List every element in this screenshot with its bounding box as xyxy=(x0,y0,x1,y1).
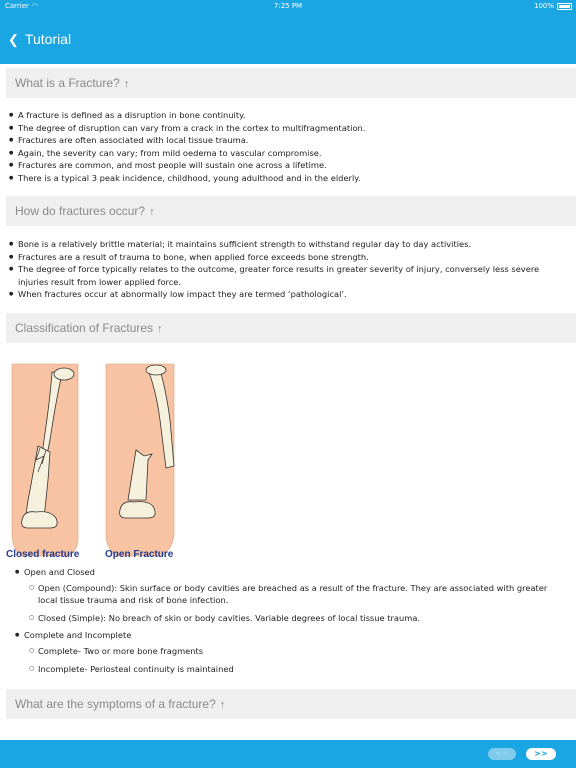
list-item: ● Fractures are common, and most people will sustain one across a lifetime. xyxy=(6,159,566,172)
list-item: ● There is a typical 3 peak incidence, childhood, young adulthood and in the elderly. xyxy=(6,172,566,185)
list-item: ● Again, the severity can vary; from mild oedema to vascular compromise. xyxy=(6,147,566,160)
list-item: ● Bone is a relatively brittle material; it maintains sufficient strength to withstand regular day to day activities. xyxy=(6,238,566,251)
back-label: Tutorial xyxy=(24,31,72,47)
fracture-illustration xyxy=(0,360,576,560)
section-header-classification[interactable] xyxy=(6,313,576,343)
arrow-up-icon[interactable]: ↑ xyxy=(219,699,226,711)
battery-percent: 100% xyxy=(533,2,554,10)
bottom-toolbar xyxy=(0,740,576,768)
navigation-bar xyxy=(0,12,576,64)
arrow-up-icon[interactable]: ↑ xyxy=(157,323,163,335)
list-subitem: ○ Incomplete- Periosteal continuity is maintained xyxy=(6,663,566,676)
list-item: ● Fractures are often associated with local tissue trauma. xyxy=(6,134,566,147)
status-bar xyxy=(0,0,576,12)
list-item: ● The degree of force typically relates to the outcome, greater force results in greater severity of injury, conversely less severe injuries result from lower applied force. xyxy=(6,263,566,288)
section-title: What is a Fracture? xyxy=(15,76,120,90)
arrow-up-icon[interactable]: ↑ xyxy=(123,78,130,90)
tutorial-content[interactable] xyxy=(0,64,576,740)
next-page-button[interactable]: >> xyxy=(526,748,556,760)
list-item: ● Fractures are a result of trauma to bone, when applied force exceeds bone strength. xyxy=(6,251,566,264)
list-item: ● When fractures occur at abnormally low impact they are termed ‘pathological’. xyxy=(6,288,566,301)
list-item: ● The degree of disruption can vary from a crack in the cortex to multifragmentation. xyxy=(6,122,566,135)
back-button[interactable] xyxy=(8,29,71,49)
list-subitem: ○ Open (Compound): Skin surface or body cavities are breached as a result of the fracture. They are associated with greater local tissue trauma and risk of bone infection. xyxy=(6,582,566,607)
list-item: ● Complete and Incomplete xyxy=(6,629,566,642)
section-list-how-fractures-occur xyxy=(6,238,566,301)
clock: 7:25 PM xyxy=(273,2,303,10)
previous-page-button[interactable]: << xyxy=(488,748,516,760)
chevron-left-icon: ❮ xyxy=(8,31,19,47)
wifi-icon: ◠ xyxy=(31,2,39,10)
section-title: How do fractures occur? xyxy=(15,204,146,218)
section-header-symptoms[interactable] xyxy=(6,689,576,719)
open-fracture-drawing xyxy=(106,364,174,556)
figure-label-closed: Closed fracture xyxy=(6,549,80,560)
section-header-what-is-fracture[interactable] xyxy=(6,68,576,98)
list-subitem: ○ Complete- Two or more bone fragments xyxy=(6,645,566,658)
carrier-text: Carrier xyxy=(5,2,29,10)
battery-icon xyxy=(557,3,572,10)
section-header-how-fractures-occur[interactable] xyxy=(6,196,576,226)
list-item: ● A fracture is defined as a disruption in bone continuity. xyxy=(6,109,566,122)
closed-fracture-drawing xyxy=(12,364,78,556)
section-list-what-is-fracture xyxy=(6,109,566,185)
list-subitem: ○ Closed (Simple): No breach of skin or body cavities. Variable degrees of local tissue trauma. xyxy=(6,612,566,625)
section-title: What are the symptoms of a fracture? xyxy=(15,697,216,711)
figure-label-open: Open Fracture xyxy=(105,549,174,560)
classification-list xyxy=(6,566,566,675)
section-title: Classification of Fractures xyxy=(15,321,154,335)
arrow-up-icon[interactable]: ↑ xyxy=(149,206,155,218)
list-item: ● Open and Closed xyxy=(6,566,566,579)
